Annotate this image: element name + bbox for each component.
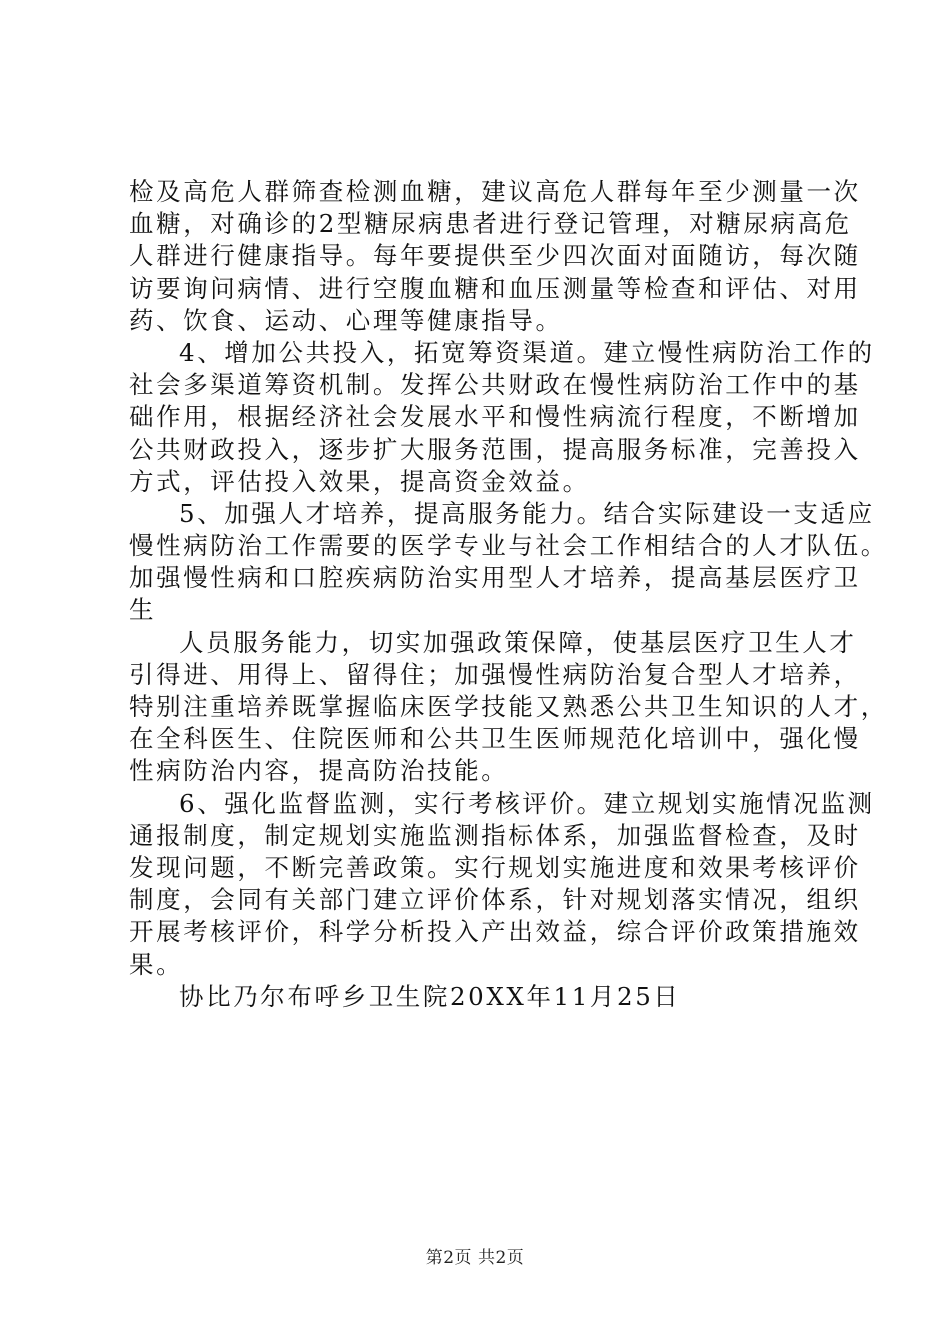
text-line-7: 社会多渠道筹资机制。发挥公共财政在慢性病防治工作中的基 bbox=[129, 370, 861, 400]
page-footer: 第2页 共2页 bbox=[425, 1248, 525, 1268]
text-line-11: 5、加强人才培养，提高服务能力。结合实际建设一支适应 bbox=[179, 498, 875, 528]
text-line-20: 6、强化监督监测，实行考核评价。建立规划实施情况监测 bbox=[179, 788, 875, 818]
text-line-12: 慢性病防治工作需要的医学专业与社会工作相结合的人才队伍。 bbox=[129, 531, 888, 561]
text-line-6: 4、增加公共投入，拓宽筹资渠道。建立慢性病防治工作的 bbox=[179, 337, 875, 367]
text-line-3: 人群进行健康指导。每年要提供至少四次面对面随访，每次随 bbox=[129, 241, 861, 271]
text-line-1: 检及高危人群筛查检测血糖，建议高危人群每年至少测量一次 bbox=[129, 177, 861, 206]
text-line-8: 础作用，根据经济社会发展水平和慢性病流行程度，不断增加 bbox=[129, 402, 861, 432]
text-line-19: 性病防治内容，提高防治技能。 bbox=[129, 756, 509, 786]
text-line-2: 血糖，对确诊的2型糖尿病患者进行登记管理，对糖尿病高危 bbox=[129, 209, 852, 239]
text-line-18: 在全科医生、住院医师和公共卫生医师规范化培训中，强化慢 bbox=[129, 724, 861, 754]
text-line-16: 引得进、用得上、留得住；加强慢性病防治复合型人才培养， bbox=[129, 659, 861, 689]
text-line-9: 公共财政投入，逐步扩大服务范围，提高服务标准，完善投入 bbox=[129, 434, 861, 464]
text-line-17: 特别注重培养既掌握临床医学技能又熟悉公共卫生知识的人才， bbox=[129, 692, 888, 721]
text-line-24: 开展考核评价，科学分析投入产出效益，综合评价政策措施效 bbox=[129, 917, 861, 947]
text-line-23: 制度，会同有关部门建立评价体系，针对规划落实情况，组织 bbox=[129, 885, 861, 915]
text-line-25: 果。 bbox=[129, 949, 184, 979]
document-body bbox=[129, 176, 888, 1013]
text-line-10: 方式，评估投入效果，提高资金效益。 bbox=[129, 466, 590, 496]
text-line-4: 访要询问病情、进行空腹血糖和血压测量等检查和评估、对用 bbox=[129, 273, 861, 303]
text-line-5: 药、饮食、运动、心理等健康指导。 bbox=[129, 305, 563, 335]
text-line-14: 生 bbox=[129, 595, 157, 625]
text-line-22: 发现问题，不断完善政策。实行规划实施进度和效果考核评价 bbox=[129, 852, 861, 882]
text-line-21: 通报制度，制定规划实施监测指标体系，加强监督检查，及时 bbox=[129, 820, 861, 850]
text-line-15: 人员服务能力，切实加强政策保障，使基层医疗卫生人才 bbox=[179, 627, 857, 657]
text-line-13: 加强慢性病和口腔疾病防治实用型人才培养，提高基层医疗卫 bbox=[129, 563, 861, 593]
signature-date-line: 协比乃尔布呼乡卫生院20XX年11月25日 bbox=[179, 981, 681, 1011]
